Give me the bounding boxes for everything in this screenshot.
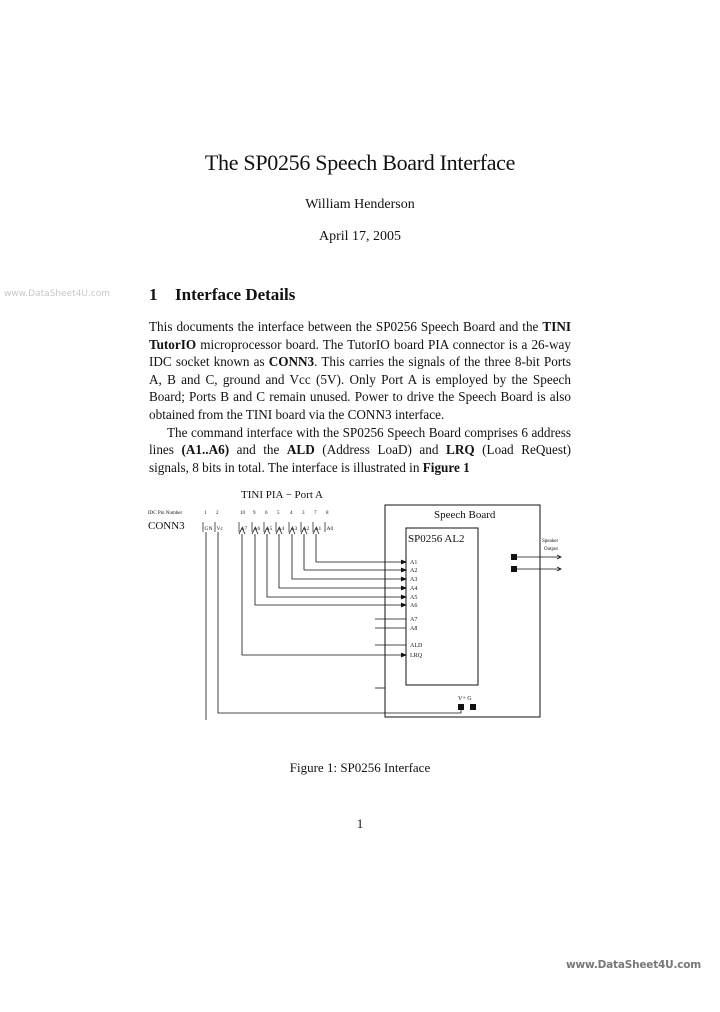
conn3-pin: A0	[326, 526, 334, 532]
conn3-label: CONN3	[148, 520, 185, 532]
chip-pin-a5: A5	[410, 595, 418, 601]
p2-run: Figure 1	[422, 459, 470, 475]
wire-arrow-right	[401, 577, 406, 581]
p2-run: (Address LoaD) and	[314, 442, 447, 458]
author: William Henderson	[305, 197, 415, 212]
idc-pin-number: 4	[290, 511, 293, 516]
signal-wires	[206, 528, 561, 720]
signal-wire	[304, 534, 406, 570]
page-number: 1	[356, 816, 364, 831]
idc-pin-number: 9	[253, 511, 256, 516]
p2-run: LRQ	[446, 442, 475, 458]
p2-run: (Load ReQuest) signals, 8 bits in total. The interface is illustrated in	[149, 442, 572, 475]
wire-arrow-right	[401, 560, 406, 564]
chip-pin-lrq: LRQ	[410, 653, 422, 659]
signal-wire	[279, 534, 406, 588]
idc-pin-numbers	[204, 511, 329, 516]
conn3-pin: A3	[290, 526, 298, 532]
interface-diagram	[130, 478, 590, 738]
idc-pin-number: 6	[265, 511, 268, 516]
p2-run: ALD	[286, 442, 315, 458]
conn3-pin: A7	[240, 526, 248, 532]
wire-arrow-right	[401, 568, 406, 572]
chip-label: SP0256 AL2	[408, 533, 465, 545]
chip-pins	[410, 560, 423, 659]
paragraph-1	[149, 318, 571, 424]
conn3-pin: A6	[253, 526, 261, 532]
wire-arrow-right	[401, 653, 406, 657]
signal-wire	[255, 534, 406, 605]
chip-pin-a7: A7	[410, 617, 418, 623]
conn3-pin: A2	[302, 526, 310, 532]
wire-arrow-right	[401, 586, 406, 590]
figure-caption: Figure 1: SP0256 Interface	[289, 760, 431, 775]
p2-run: and the	[229, 442, 287, 458]
port-label: TINI PIA − Port A	[241, 489, 323, 501]
wire-arrow-right	[401, 595, 406, 599]
p2-run: (A1..A6)	[181, 442, 230, 458]
idc-pin-number: 10	[240, 511, 245, 516]
signal-wire	[316, 534, 406, 562]
chip-pin-a3: A3	[410, 577, 418, 583]
idc-pin-number: 3	[302, 511, 305, 516]
chip-pin-a6: A6	[410, 603, 418, 609]
idc-pin-number: 2	[216, 511, 219, 516]
conn3-pin: A1	[314, 526, 322, 532]
watermark-top: www.DataSheet4U.com	[4, 289, 111, 299]
speaker-label-line1: Speaker	[542, 539, 559, 544]
signal-wire	[292, 534, 406, 579]
idc-pin-number: 8	[326, 511, 329, 516]
paper-title: The SP0256 Speech Board Interface	[204, 150, 516, 175]
idc-pin-number: 7	[314, 511, 317, 516]
idc-pin-number-label: IDC Pin Number	[148, 511, 183, 516]
conn3-pin: Vc	[216, 526, 223, 532]
chip-pin-ald: ALD	[410, 643, 423, 649]
section-title: Interface Details	[175, 285, 296, 304]
power-label: V+ G	[458, 696, 472, 702]
idc-pin-number: 1	[204, 511, 207, 516]
chip-pin-a2: A2	[410, 568, 418, 574]
chip-pin-a1: A1	[410, 560, 418, 566]
ground-terminal	[470, 704, 476, 710]
speech-board-label: Speech Board	[434, 509, 496, 521]
conn3-pin: A4	[277, 526, 285, 532]
section-number: 1	[149, 285, 158, 304]
conn3-pin: GN	[204, 526, 213, 532]
p2-run: The command interface with the SP0256 Speech Board comprises 6 address lines	[149, 424, 571, 458]
body-text	[149, 318, 571, 476]
speaker-terminal-1	[511, 554, 517, 560]
p1-run: CONN3	[268, 354, 315, 370]
speaker-label-line2: Output	[544, 547, 558, 552]
idc-pin-number: 5	[277, 511, 280, 516]
conn3-pin: A5	[265, 526, 273, 532]
speaker-terminal-2	[511, 566, 517, 572]
p1-run: This documents the interface between the SP0256 Speech Board and the	[149, 319, 543, 334]
p1-run: microprocessor board. The TutorIO board PIA connector is a 26-way IDC socket known as	[149, 336, 571, 370]
chip-pin-a4: A4	[410, 586, 418, 592]
vcc-wire	[218, 532, 461, 713]
paragraph-2	[149, 424, 571, 477]
chip-pin-a8: A8	[410, 626, 418, 632]
date: April 17, 2005	[318, 229, 402, 244]
p1-run: TINI TutorIO	[149, 319, 571, 352]
wire-arrow-right	[401, 603, 406, 607]
speaker-label: Speaker Output	[542, 546, 549, 547]
vplus-terminal	[458, 704, 464, 710]
p1-run: . This carries the signals of the three 8-bit Ports A, B and C, ground and Vcc (5V). Only Port A is employed by the Speech Board; Ports B and C remain unused. Power to drive the Speech Board is also obtained from the TINI board via the CONN3 interface.	[149, 354, 571, 422]
section-heading	[149, 285, 295, 305]
watermark-bottom: www.DataSheet4U.com	[566, 959, 702, 971]
